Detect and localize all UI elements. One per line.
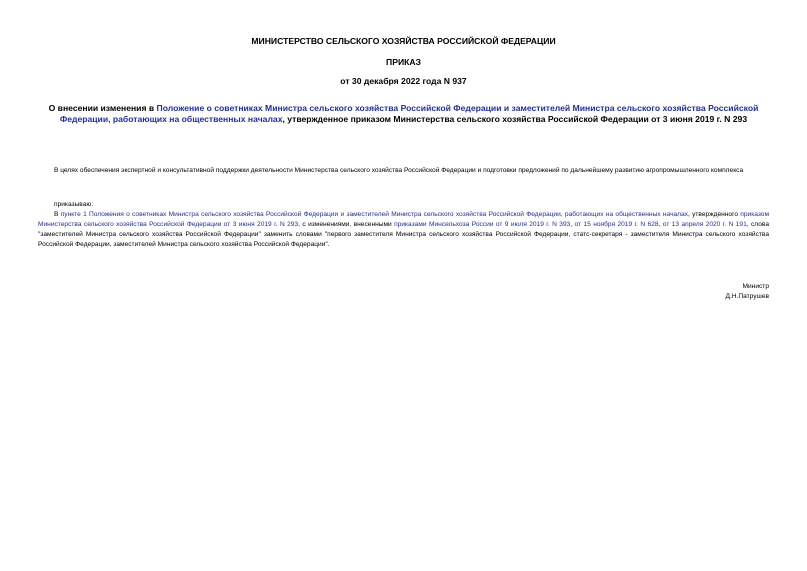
clause-link-order-393[interactable]: приказами Минсельхоза России от 9 июля 2019 г. N 393 [394, 221, 571, 228]
clause-text-6: , слова "заместителей Министра сельского хозяйства Российской Федерации" заменить словами "первого заместителя Министра сельского хозяйства Российской Федерации, статс-секретаря - заместителя Министра сельского хозяйства Российской Федерации, заместителей Министра сельского хозяйства Российской Федерации". [38, 221, 769, 248]
order-date: от 30 декабря 2022 года N 937 [340, 76, 467, 86]
clause-link-order-293[interactable]: приказом Министерства сельского хозяйства Российской Федерации от 3 июня 2019 г. N 293 [38, 211, 769, 228]
signature-block [725, 282, 769, 302]
title-middle: , утвержденное приказом Министерства сельского хозяйства Российской Федерации от 3 июня 2019 г. N 293 [282, 114, 748, 124]
title-link-regulation[interactable]: Положение о советниках Министра сельского хозяйства Российской Федерации и заместителей Министра сельского хозяйства Российской Федерации, работающих на общественных началах [59, 103, 759, 124]
signature-position: Министр [742, 283, 769, 290]
decree-word: приказываю: [54, 201, 94, 208]
clause-link-regulation-point[interactable]: пункте 1 Положения о советниках Министра сельского хозяйства Российской Федерации и заместителей Министра сельского хозяйства Российской Федерации, работающих на общественных началах [60, 211, 688, 218]
clause-link-order-628[interactable]: от 15 ноября 2019 г. N 628 [574, 221, 659, 228]
title-prefix: О внесении изменения в [48, 103, 157, 113]
clause-text-5: , [658, 221, 663, 228]
clause-paragraph [38, 210, 769, 250]
clause-link-order-191[interactable]: от 13 апреля 2020 г. N 191 [662, 221, 747, 228]
clause-text-3: , с изменениями, внесенными [298, 221, 395, 228]
document-title [40, 103, 767, 125]
clause-text-4: , [570, 221, 575, 228]
intro-paragraph: В целях обеспечения экспертной и консультативной поддержки деятельности Министерства сельского хозяйства Российской Федерации и подготовки предложений по дальнейшему развитию агропромышленного комплекса [54, 167, 744, 174]
signature-name: Д.Н.Патрушев [725, 293, 769, 300]
clause-text-2: , утвержденного [687, 211, 741, 218]
clause-text-1: В [54, 211, 61, 218]
order-heading: ПРИКАЗ [386, 57, 421, 67]
ministry-name: МИНИСТЕРСТВО СЕЛЬСКОГО ХОЗЯЙСТВА РОССИЙСКОЙ ФЕДЕРАЦИИ [251, 36, 556, 46]
